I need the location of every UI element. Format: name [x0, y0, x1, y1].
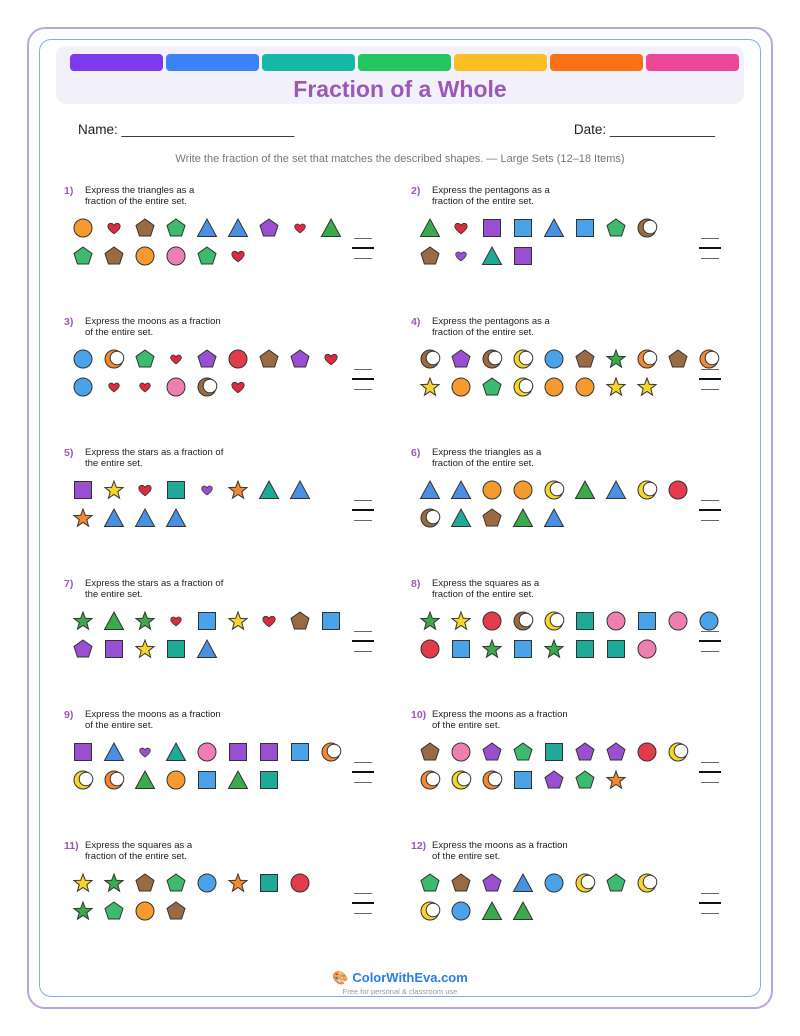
pentagon-icon — [450, 872, 472, 894]
triangle-icon — [481, 245, 503, 267]
heart-icon — [134, 741, 156, 763]
problem-prompt: Express the moons as a fraction of the entire set. — [85, 316, 221, 338]
circle-icon — [227, 348, 249, 370]
circle-icon — [667, 479, 689, 501]
moon-icon — [419, 348, 441, 370]
triangle-icon — [605, 479, 627, 501]
moon-icon — [636, 479, 658, 501]
square-icon — [258, 741, 280, 763]
pentagon-icon — [574, 741, 596, 763]
star-icon — [103, 479, 125, 501]
circle-icon — [574, 376, 596, 398]
fraction-answer-blank[interactable] — [699, 364, 721, 394]
denominator-blank[interactable] — [701, 913, 719, 914]
problem-prompt: Express the stars as a fraction of the entire set. — [85, 578, 224, 600]
numerator-blank[interactable] — [701, 893, 719, 894]
numerator-blank[interactable] — [701, 762, 719, 763]
square-icon — [605, 638, 627, 660]
numerator-blank[interactable] — [701, 238, 719, 239]
denominator-blank[interactable] — [701, 389, 719, 390]
moon-icon — [103, 769, 125, 791]
fraction-bar — [352, 509, 374, 511]
problem-12 — [411, 840, 731, 960]
problem-4 — [411, 316, 731, 436]
circle-icon — [543, 872, 565, 894]
square-icon — [512, 217, 534, 239]
circle-icon — [165, 769, 187, 791]
fraction-answer-blank[interactable] — [352, 364, 374, 394]
numerator-blank[interactable] — [354, 369, 372, 370]
moon-icon — [636, 872, 658, 894]
moon-icon — [543, 610, 565, 632]
numerator-blank[interactable] — [354, 500, 372, 501]
problem-prompt: Express the moons as a fraction of the entire set. — [432, 840, 568, 862]
problem-prompt: Express the triangles as a fraction of the entire set. — [85, 185, 195, 207]
circle-icon — [543, 348, 565, 370]
problem-number: 3) — [64, 316, 74, 328]
pentagon-icon — [258, 217, 280, 239]
fraction-bar — [352, 640, 374, 642]
square-icon — [320, 610, 342, 632]
paint-palette-icon: 🎨 — [332, 970, 349, 985]
moon-icon — [419, 769, 441, 791]
heart-icon — [196, 479, 218, 501]
triangle-icon — [543, 507, 565, 529]
numerator-blank[interactable] — [701, 631, 719, 632]
moon-icon — [512, 376, 534, 398]
pentagon-icon — [289, 348, 311, 370]
circle-icon — [481, 610, 503, 632]
problem-number: 11) — [64, 840, 79, 852]
star-icon — [605, 769, 627, 791]
triangle-icon — [165, 507, 187, 529]
pentagon-icon — [134, 348, 156, 370]
problem-prompt: Express the squares as a fraction of the entire set. — [85, 840, 193, 862]
problem-number: 9) — [64, 709, 74, 721]
triangle-icon — [134, 507, 156, 529]
star-icon — [605, 376, 627, 398]
fraction-answer-blank[interactable] — [699, 495, 721, 525]
fraction-answer-blank[interactable] — [352, 757, 374, 787]
moon-icon — [196, 376, 218, 398]
circle-icon — [196, 741, 218, 763]
square-icon — [636, 610, 658, 632]
problem-9 — [64, 709, 384, 829]
problem-number: 2) — [411, 185, 421, 197]
square-icon — [481, 217, 503, 239]
triangle-icon — [134, 769, 156, 791]
problem-number: 12) — [411, 840, 427, 852]
fraction-answer-blank[interactable] — [352, 626, 374, 656]
moon-icon — [103, 348, 125, 370]
problem-3 — [64, 316, 384, 436]
star-icon — [134, 610, 156, 632]
numerator-blank[interactable] — [701, 369, 719, 370]
fraction-bar — [352, 902, 374, 904]
problem-number: 1) — [64, 185, 74, 197]
problem-number: 6) — [411, 447, 421, 459]
triangle-icon — [512, 900, 534, 922]
denominator-blank[interactable] — [354, 913, 372, 914]
triangle-icon — [419, 479, 441, 501]
moon-icon — [543, 479, 565, 501]
footer-tagline: Free for personal & classroom use — [342, 987, 458, 996]
problem-prompt: Express the pentagons as a fraction of the entire set. — [432, 185, 550, 207]
triangle-icon — [196, 638, 218, 660]
star-icon — [72, 507, 94, 529]
numerator-blank[interactable] — [354, 762, 372, 763]
pentagon-icon — [605, 872, 627, 894]
heart-icon — [134, 376, 156, 398]
circle-icon — [419, 638, 441, 660]
fraction-bar — [699, 509, 721, 511]
pentagon-icon — [481, 872, 503, 894]
fraction-bar — [699, 771, 721, 773]
fraction-answer-blank[interactable] — [699, 233, 721, 263]
triangle-icon — [103, 507, 125, 529]
moon-icon — [636, 217, 658, 239]
star-icon — [605, 348, 627, 370]
pentagon-icon — [512, 741, 534, 763]
problem-prompt: Express the moons as a fraction of the entire set. — [432, 709, 568, 731]
problem-6 — [411, 447, 731, 567]
moon-icon — [512, 348, 534, 370]
denominator-blank[interactable] — [701, 520, 719, 521]
star-icon — [103, 872, 125, 894]
fraction-bar — [352, 247, 374, 249]
pentagon-icon — [72, 245, 94, 267]
star-icon — [227, 610, 249, 632]
pentagon-icon — [605, 217, 627, 239]
denominator-blank[interactable] — [354, 258, 372, 259]
circle-icon — [450, 900, 472, 922]
pentagon-icon — [481, 376, 503, 398]
circle-icon — [543, 376, 565, 398]
circle-icon — [289, 872, 311, 894]
problem-prompt: Express the moons as a fraction of the entire set. — [85, 709, 221, 731]
triangle-icon — [512, 872, 534, 894]
square-icon — [512, 245, 534, 267]
triangle-icon — [320, 217, 342, 239]
problem-number: 8) — [411, 578, 421, 590]
color-bar-segment — [70, 54, 163, 71]
triangle-icon — [227, 769, 249, 791]
pentagon-icon — [419, 741, 441, 763]
pentagon-icon — [574, 769, 596, 791]
fraction-answer-blank[interactable] — [352, 495, 374, 525]
worksheet-header — [56, 46, 744, 104]
heart-icon — [165, 610, 187, 632]
fraction-answer-blank[interactable] — [352, 233, 374, 263]
page-inner-border — [39, 39, 761, 997]
square-icon — [574, 217, 596, 239]
star-icon — [227, 479, 249, 501]
pentagon-icon — [165, 872, 187, 894]
triangle-icon — [196, 217, 218, 239]
heart-icon — [258, 610, 280, 632]
heart-icon — [165, 348, 187, 370]
color-bar-segment — [454, 54, 547, 71]
star-icon — [72, 610, 94, 632]
star-icon — [419, 376, 441, 398]
pentagon-icon — [419, 245, 441, 267]
fraction-answer-blank[interactable] — [352, 888, 374, 918]
heart-icon — [450, 217, 472, 239]
star-icon — [134, 638, 156, 660]
pentagon-icon — [134, 872, 156, 894]
pentagon-icon — [481, 507, 503, 529]
square-icon — [196, 610, 218, 632]
circle-icon — [134, 245, 156, 267]
circle-icon — [72, 348, 94, 370]
star-icon — [481, 638, 503, 660]
square-icon — [72, 741, 94, 763]
fraction-answer-blank[interactable] — [699, 757, 721, 787]
circle-icon — [165, 245, 187, 267]
square-icon — [258, 769, 280, 791]
circle-icon — [636, 638, 658, 660]
circle-icon — [605, 610, 627, 632]
pentagon-icon — [134, 217, 156, 239]
pentagon-icon — [258, 348, 280, 370]
heart-icon — [227, 376, 249, 398]
heart-icon — [103, 217, 125, 239]
triangle-icon — [481, 900, 503, 922]
square-icon — [165, 638, 187, 660]
pentagon-icon — [196, 348, 218, 370]
color-bar-segment — [646, 54, 739, 71]
pentagon-icon — [289, 610, 311, 632]
circle-icon — [134, 900, 156, 922]
denominator-blank[interactable] — [701, 782, 719, 783]
pentagon-icon — [605, 741, 627, 763]
problem-prompt: Express the triangles as a fraction of the entire set. — [432, 447, 542, 469]
moon-icon — [419, 507, 441, 529]
problem-2 — [411, 185, 731, 305]
circle-icon — [512, 479, 534, 501]
star-icon — [72, 900, 94, 922]
square-icon — [289, 741, 311, 763]
moon-icon — [667, 741, 689, 763]
square-icon — [512, 769, 534, 791]
moon-icon — [512, 610, 534, 632]
pentagon-icon — [481, 741, 503, 763]
pentagon-icon — [165, 217, 187, 239]
triangle-icon — [227, 217, 249, 239]
numerator-blank[interactable] — [354, 631, 372, 632]
denominator-blank[interactable] — [701, 258, 719, 259]
pentagon-icon — [165, 900, 187, 922]
triangle-icon — [103, 741, 125, 763]
star-icon — [227, 872, 249, 894]
pentagon-icon — [419, 872, 441, 894]
page-outer-border — [27, 27, 773, 1009]
moon-icon — [450, 769, 472, 791]
footer-brand-text: ColorWithEva.com — [352, 970, 468, 985]
heart-icon — [227, 245, 249, 267]
numerator-blank[interactable] — [354, 238, 372, 239]
square-icon — [227, 741, 249, 763]
triangle-icon — [103, 610, 125, 632]
heart-icon — [289, 217, 311, 239]
square-icon — [103, 638, 125, 660]
square-icon — [574, 638, 596, 660]
pentagon-icon — [574, 348, 596, 370]
circle-icon — [72, 376, 94, 398]
star-icon — [543, 638, 565, 660]
footer-brand — [40, 970, 760, 986]
triangle-icon — [512, 507, 534, 529]
problem-prompt: Express the stars as a fraction of the entire set. — [85, 447, 224, 469]
triangle-icon — [450, 479, 472, 501]
rainbow-color-bar — [70, 54, 739, 71]
date-field: Date: ______________ — [573, 122, 715, 137]
star-icon — [450, 610, 472, 632]
circle-icon — [165, 376, 187, 398]
name-field: Name: _______________________ — [78, 122, 295, 137]
heart-icon — [134, 479, 156, 501]
circle-icon — [196, 872, 218, 894]
triangle-icon — [450, 507, 472, 529]
square-icon — [258, 872, 280, 894]
square-icon — [450, 638, 472, 660]
pentagon-icon — [103, 245, 125, 267]
triangle-icon — [289, 479, 311, 501]
denominator-blank[interactable] — [354, 782, 372, 783]
fraction-bar — [699, 640, 721, 642]
color-bar-segment — [262, 54, 355, 71]
problem-number: 4) — [411, 316, 421, 328]
square-icon — [196, 769, 218, 791]
moon-icon — [636, 348, 658, 370]
fraction-answer-blank[interactable] — [699, 626, 721, 656]
problem-prompt: Express the squares as a fraction of the entire set. — [432, 578, 540, 600]
triangle-icon — [419, 217, 441, 239]
circle-icon — [481, 479, 503, 501]
color-bar-segment — [166, 54, 259, 71]
triangle-icon — [258, 479, 280, 501]
numerator-blank[interactable] — [354, 893, 372, 894]
heart-icon — [103, 376, 125, 398]
circle-icon — [450, 741, 472, 763]
pentagon-icon — [196, 245, 218, 267]
pentagon-icon — [72, 638, 94, 660]
square-icon — [543, 741, 565, 763]
problem-7 — [64, 578, 384, 698]
numerator-blank[interactable] — [701, 500, 719, 501]
problem-number: 7) — [64, 578, 74, 590]
fraction-answer-blank[interactable] — [699, 888, 721, 918]
problem-11 — [64, 840, 384, 960]
color-bar-segment — [358, 54, 451, 71]
moon-icon — [72, 769, 94, 791]
problem-prompt: Express the pentagons as a fraction of the entire set. — [432, 316, 550, 338]
circle-icon — [72, 217, 94, 239]
fraction-bar — [699, 902, 721, 904]
star-icon — [419, 610, 441, 632]
pentagon-icon — [543, 769, 565, 791]
heart-icon — [450, 245, 472, 267]
pentagon-icon — [667, 348, 689, 370]
circle-icon — [450, 376, 472, 398]
page-title: Fraction of a Whole — [293, 76, 507, 102]
problem-10 — [411, 709, 731, 829]
color-bar-segment — [550, 54, 643, 71]
star-icon — [636, 376, 658, 398]
triangle-icon — [543, 217, 565, 239]
pentagon-icon — [103, 900, 125, 922]
moon-icon — [320, 741, 342, 763]
pentagon-icon — [450, 348, 472, 370]
problem-1 — [64, 185, 384, 305]
problem-number: 10) — [411, 709, 427, 721]
footer — [40, 970, 760, 996]
denominator-blank[interactable] — [354, 520, 372, 521]
problem-number: 5) — [64, 447, 74, 459]
problem-8 — [411, 578, 731, 698]
square-icon — [165, 479, 187, 501]
heart-icon — [320, 348, 342, 370]
star-icon — [72, 872, 94, 894]
fraction-bar — [352, 378, 374, 380]
fraction-bar — [699, 378, 721, 380]
circle-icon — [667, 610, 689, 632]
denominator-blank[interactable] — [701, 651, 719, 652]
square-icon — [574, 610, 596, 632]
problem-5 — [64, 447, 384, 567]
fraction-bar — [699, 247, 721, 249]
instructions: Write the fraction of the set that matches the described shapes. — Large Sets (12–18 Items) — [175, 153, 625, 165]
moon-icon — [574, 872, 596, 894]
triangle-icon — [574, 479, 596, 501]
triangle-icon — [165, 741, 187, 763]
moon-icon — [481, 348, 503, 370]
denominator-blank[interactable] — [354, 389, 372, 390]
circle-icon — [636, 741, 658, 763]
moon-icon — [419, 900, 441, 922]
fraction-bar — [352, 771, 374, 773]
square-icon — [512, 638, 534, 660]
moon-icon — [481, 769, 503, 791]
denominator-blank[interactable] — [354, 651, 372, 652]
square-icon — [72, 479, 94, 501]
